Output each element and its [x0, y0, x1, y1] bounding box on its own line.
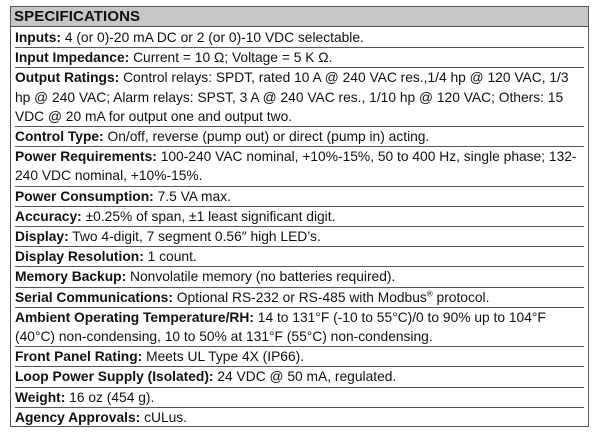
spec-row-display-resolution: [15, 247, 584, 267]
spec-row-inputs: [15, 28, 584, 48]
spec-label: Input Impedance:: [15, 50, 130, 66]
spec-label: Ambient Operating Temperature/RH:: [15, 309, 254, 325]
registered-trademark: ®: [426, 289, 433, 299]
spec-row-power-requirements: [15, 147, 584, 186]
spec-label: Control Type:: [15, 129, 104, 145]
spec-value: 100-240 VAC nominal, +10%-15%, 50 to 400 Hz, single phase; 132-240 VDC nominal, +10%-15%.: [15, 149, 577, 184]
spec-row-weight: [15, 388, 584, 408]
spec-label: Power Consumption:: [15, 188, 154, 204]
spec-row-ambient-operating: [15, 308, 584, 347]
spec-row-front-panel-rating: [15, 347, 584, 367]
spec-value: 4 (or 0)-20 mA DC or 2 (or 0)-10 VDC selectable.: [64, 30, 364, 45]
spec-value-suffix: protocol.: [432, 289, 490, 305]
spec-row-accuracy: [15, 207, 584, 227]
spec-value: Current = 10 Ω; Voltage = 5 K Ω.: [133, 50, 333, 66]
spec-value: 1 count.: [147, 249, 197, 265]
specifications-table: [10, 6, 589, 427]
spec-value: ±0.25% of span, ±1 least significant digit.: [85, 208, 336, 224]
spec-value: 7.5 VA max.: [157, 188, 231, 204]
spec-row-memory-backup: [15, 267, 584, 287]
spec-row-input-impedance: [15, 48, 584, 68]
spec-row-serial-communications: [15, 288, 584, 308]
spec-label: Serial Communications:: [15, 289, 173, 305]
spec-row-agency-approvals: [15, 408, 584, 427]
spec-label: Accuracy:: [15, 208, 82, 224]
spec-row-power-consumption: [15, 187, 584, 207]
spec-value: Optional RS-232 or RS-485 with Modbus: [176, 289, 427, 305]
spec-label: Front Panel Rating:: [15, 349, 143, 365]
spec-row-control-type: [15, 127, 584, 147]
spec-label: Inputs:: [15, 30, 61, 45]
spec-value: Meets UL Type 4X (IP66).: [146, 349, 305, 365]
spec-row-display: [15, 227, 584, 247]
spec-value: Control relays: SPDT, rated 10 A @ 240 VAC res.,1/4 hp @ 120 VAC, 1/3 hp @ 240 VAC; Alarm relays: SPST, 3 A @ 240 VAC res., 1/10 hp @ 120 VAC; Others: 15 VDC @ 20 mA for output one and output two.: [15, 70, 569, 124]
specifications-list: [11, 27, 588, 427]
spec-label: Output Ratings:: [15, 70, 120, 86]
spec-value: cULus.: [144, 409, 188, 425]
spec-row-output-ratings: [15, 68, 584, 127]
spec-value: 24 VDC @ 50 mA, regulated.: [217, 369, 397, 385]
spec-label: Agency Approvals:: [15, 409, 141, 425]
spec-value: 16 oz (454 g).: [69, 389, 155, 405]
spec-label: Weight:: [15, 389, 66, 405]
spec-label: Loop Power Supply (Isolated):: [15, 369, 214, 385]
specifications-header: SPECIFICATIONS: [11, 7, 588, 27]
spec-value: Two 4-digit, 7 segment 0.56″ high LED’s.: [72, 229, 321, 245]
spec-label: Display Resolution:: [15, 249, 144, 265]
spec-value: 14 to 131°F (-10 to 55°C)/0 to 90% up to 104°F (40°C) non-condensing, 10 to 50% at 131°F (55°C) non-condensing.: [15, 309, 546, 345]
spec-label: Memory Backup:: [15, 269, 127, 285]
spec-label: Power Requirements:: [15, 149, 157, 165]
spec-row-loop-power-supply: [15, 367, 584, 387]
spec-value: Nonvolatile memory (no batteries required).: [130, 269, 396, 285]
spec-label: Display:: [15, 229, 69, 245]
spec-value: On/off, reverse (pump out) or direct (pump in) acting.: [107, 129, 430, 145]
